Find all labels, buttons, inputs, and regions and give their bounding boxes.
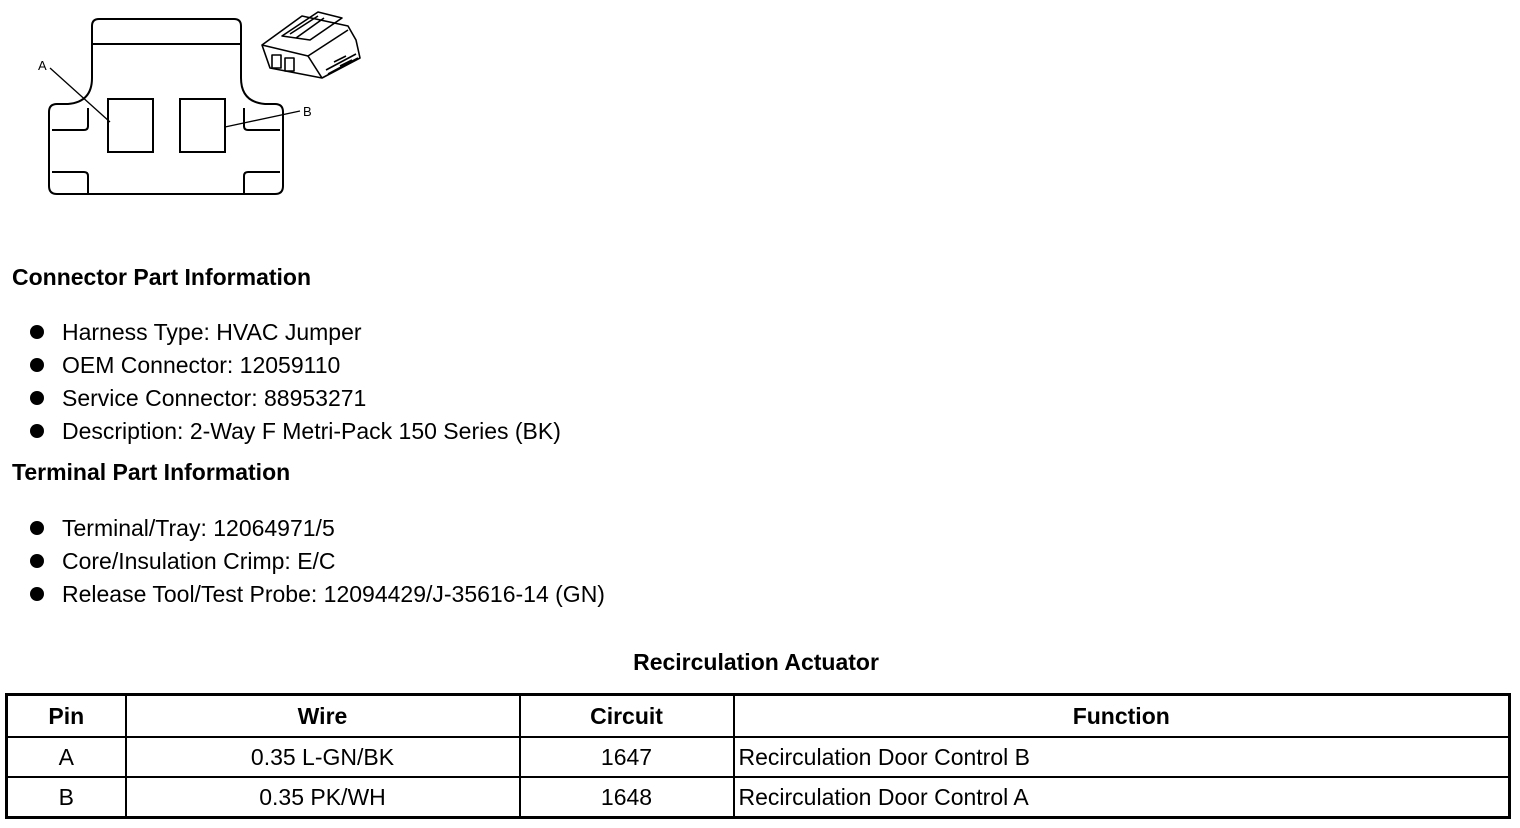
cell-wire: 0.35 PK/WH [126, 777, 520, 818]
list-item: Service Connector: 88953271 [28, 382, 561, 415]
header-pin: Pin [7, 695, 126, 738]
cell-function: Recirculation Door Control B [734, 737, 1510, 777]
list-item: OEM Connector: 12059110 [28, 349, 561, 382]
list-item: Core/Insulation Crimp: E/C [28, 545, 605, 578]
cell-circuit: 1648 [520, 777, 734, 818]
cavity-a [108, 99, 153, 152]
header-function: Function [734, 695, 1510, 738]
cavity-b [180, 99, 225, 152]
terminal-info-heading: Terminal Part Information [12, 459, 291, 485]
table-row [7, 737, 1510, 777]
header-circuit: Circuit [520, 695, 734, 738]
list-item: Description: 2-Way F Metri-Pack 150 Series (BK) [28, 415, 561, 448]
cell-pin: B [7, 777, 126, 818]
terminal-info-list [28, 512, 605, 611]
connector-info-heading: Connector Part Information [12, 264, 312, 290]
list-item: Harness Type: HVAC Jumper [28, 316, 561, 349]
leader-line-a [50, 68, 110, 122]
list-item: Release Tool/Test Probe: 12094429/J-35616-14 (GN) [28, 578, 605, 611]
connector-diagram [0, 0, 400, 215]
bullet-icon [30, 424, 44, 438]
table-title: Recirculation Actuator [633, 649, 879, 675]
connector-face-outline [49, 19, 283, 194]
bullet-icon [30, 554, 44, 568]
pin-label-a: A [38, 58, 47, 73]
bullet-icon [30, 587, 44, 601]
connector-info-list [28, 316, 561, 448]
cell-wire: 0.35 L-GN/BK [126, 737, 520, 777]
pin-label-b: B [303, 104, 312, 119]
bullet-icon [30, 391, 44, 405]
table-header-row [7, 695, 1510, 738]
table-row [7, 777, 1510, 818]
cell-circuit: 1647 [520, 737, 734, 777]
leader-line-b [225, 111, 300, 127]
cell-function: Recirculation Door Control A [734, 777, 1510, 818]
connector-isometric-view [262, 12, 360, 78]
pinout-table [5, 693, 1511, 819]
bullet-icon [30, 325, 44, 339]
cell-pin: A [7, 737, 126, 777]
bullet-icon [30, 521, 44, 535]
header-wire: Wire [126, 695, 520, 738]
bullet-icon [30, 358, 44, 372]
list-item: Terminal/Tray: 12064971/5 [28, 512, 605, 545]
